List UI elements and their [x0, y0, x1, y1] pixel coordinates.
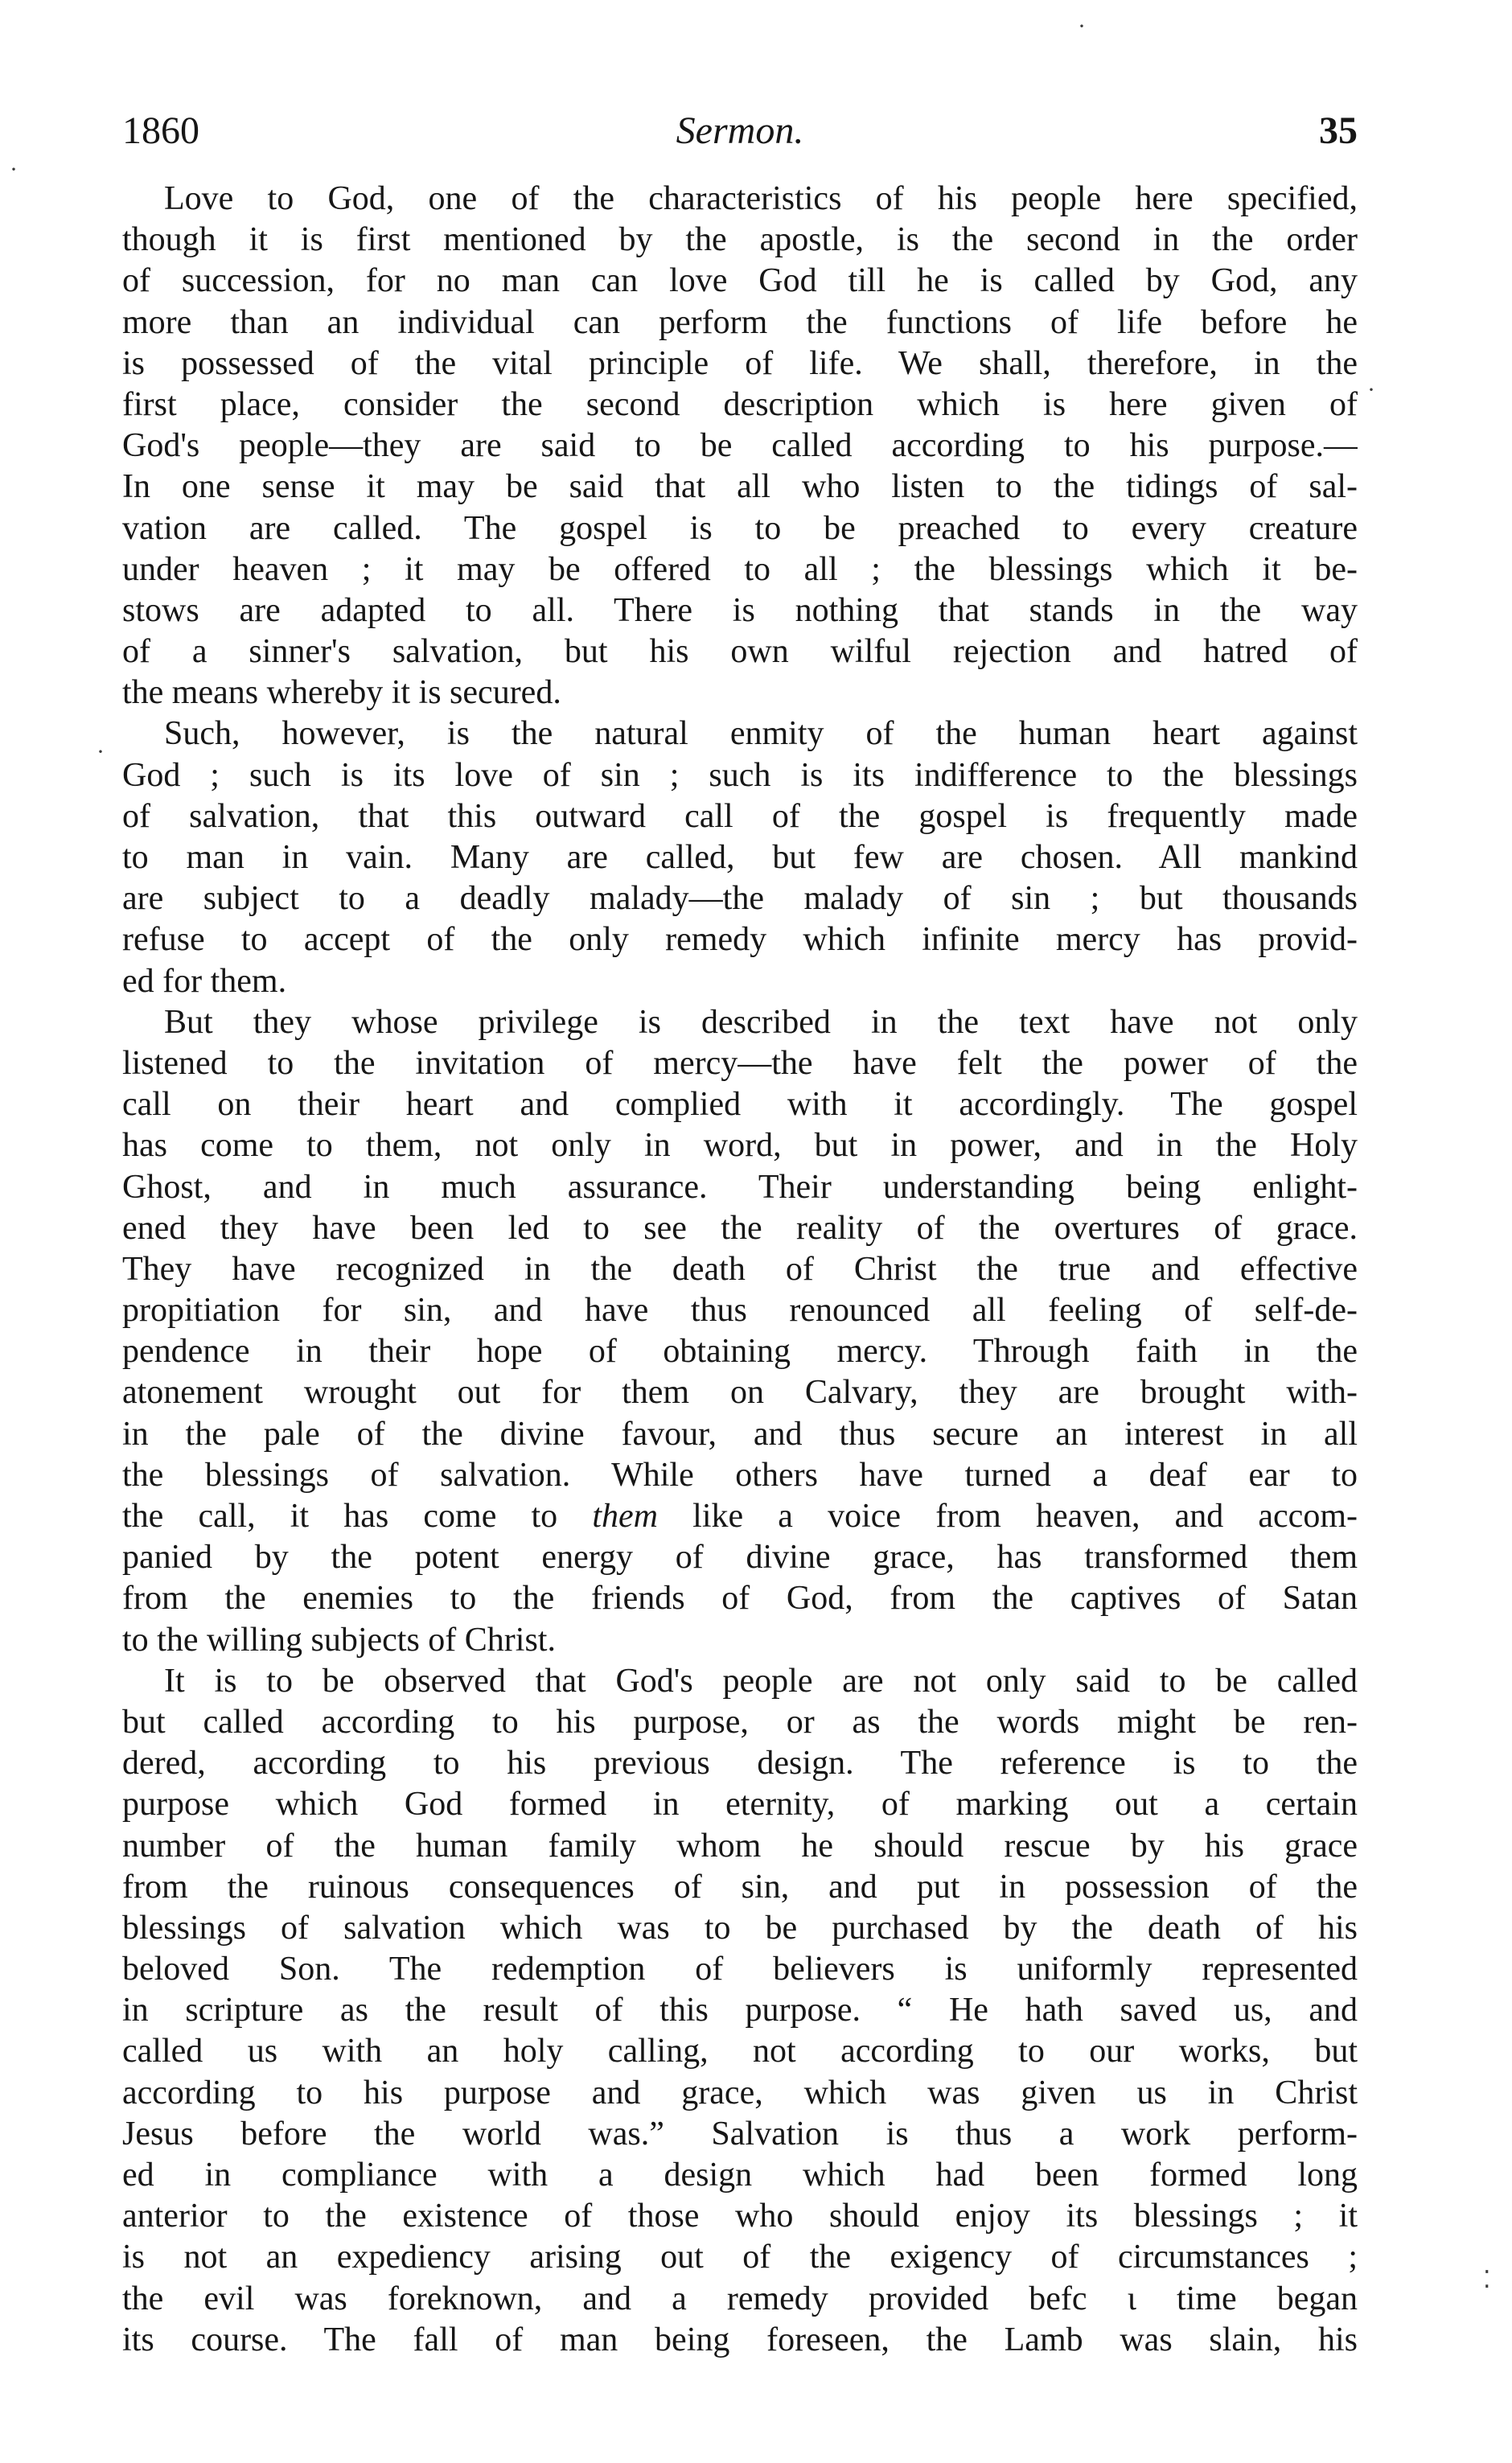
text-line: Such, however, is the natural enmity of the human heart against — [164, 715, 1358, 753]
text-line: of a sinner's salvation, but his own wilful rejection and hatred of — [122, 633, 1358, 671]
text-line: anterior to the existence of those who should enjoy its blessings ; it — [122, 2198, 1358, 2235]
text-line: vation are called. The gospel is to be preached to every creature — [122, 509, 1358, 547]
text-line: of salvation, that this outward call of the gospel is frequently made — [122, 797, 1358, 835]
text-line: beloved Son. The redemption of believers is uniformly represented — [122, 1951, 1358, 1988]
text-line: more than an individual can perform the functions of life before he — [122, 303, 1358, 341]
scan-speck: · — [1078, 13, 1086, 39]
text-line: ed in compliance with a design which had been formed long — [122, 2157, 1358, 2194]
text-line: Love to God, one of the characteristics of his people here specified, — [164, 180, 1358, 217]
text-line: from the enemies to the friends of God, from the captives of Satan — [122, 1580, 1358, 1618]
text-line: ed for them. — [122, 962, 287, 1000]
text-line: are subject to a deadly malady—the malady of sin ; but thousands — [122, 880, 1358, 918]
text-line: atonement wrought out for them on Calvary, they are brought with- — [122, 1374, 1358, 1412]
text-line: But they whose privilege is described in the text have not only — [164, 1003, 1358, 1041]
scan-speck: · — [10, 156, 18, 183]
text-line: has come to them, not only in word, but in power, and in the Holy — [122, 1127, 1358, 1165]
text-line: pendence in their hope of obtaining mercy. Through faith in the — [122, 1333, 1358, 1371]
paragraph — [122, 1002, 1358, 1661]
text-line: They have recognized in the death of Christ the true and effective — [122, 1250, 1358, 1288]
text-line: its course. The fall of man being foreseen, the Lamb was slain, his — [122, 2321, 1358, 2358]
text-line: the blessings of salvation. While others have turned a deaf ear to — [122, 1456, 1358, 1494]
text-line: refuse to accept of the only remedy which infinite mercy has provid- — [122, 921, 1358, 959]
text-line: in scripture as the result of this purpose. “ He hath saved us, and — [122, 1992, 1358, 2029]
text-line: God ; such is its love of sin ; such is its indifference to the blessings — [122, 756, 1358, 794]
paragraph — [122, 713, 1358, 1001]
header-title: Sermon. — [676, 109, 804, 152]
text-line: from the ruinous consequences of sin, and put in possession of the — [122, 1868, 1358, 1906]
scan-speck: · — [1367, 376, 1375, 403]
text-line: under heaven ; it may be offered to all ; the blessings which it be- — [122, 550, 1358, 588]
text-line: Ghost, and in much assurance. Their understanding being enlight- — [122, 1168, 1358, 1206]
emphasis: them — [592, 1498, 658, 1535]
text-line: In one sense it may be said that all who listen to the tidings of sal- — [122, 468, 1358, 506]
text-line: blessings of salvation which was to be purchased by the death of his — [122, 1909, 1358, 1947]
text-line: according to his purpose and grace, which was given us in Christ — [122, 2074, 1358, 2111]
text-line: number of the human family whom he should rescue by his grace — [122, 1827, 1358, 1865]
text-line: the call, it has come to them like a voice from heaven, and accom- — [122, 1498, 1358, 1535]
header-year: 1860 — [122, 109, 199, 152]
text-line: called us with an holy calling, not according to our works, but — [122, 2033, 1358, 2070]
text-line: It is to be observed that God's people are not only said to be called — [164, 1662, 1358, 1700]
text-line: of succession, for no man can love God till he is called by God, any — [122, 262, 1358, 300]
text-line: to man in vain. Many are called, but few are chosen. All mankind — [122, 839, 1358, 876]
scan-speck: · — [97, 738, 105, 765]
text-line: stows are adapted to all. There is nothing that stands in the way — [122, 591, 1358, 629]
text-line: call on their heart and complied with it accordingly. The gospel — [122, 1086, 1358, 1124]
text-line: dered, according to his previous design. The reference is to the — [122, 1745, 1358, 1782]
text-line: though it is first mentioned by the apostle, is the second in the order — [122, 221, 1358, 259]
paragraph — [122, 179, 1358, 713]
text-line: propitiation for sin, and have thus renounced all feeling of self-de- — [122, 1292, 1358, 1330]
page-number: 35 — [1319, 109, 1358, 152]
text-line: to the willing subjects of Christ. — [122, 1621, 556, 1659]
paragraph — [122, 1661, 1358, 2361]
text-line: in the pale of the divine favour, and thus secure an interest in all — [122, 1415, 1358, 1453]
scan-speck: ⁚ — [1483, 2267, 1491, 2293]
text-line: God's people—they are said to be called according to his purpose.— — [122, 427, 1358, 465]
text-line: Jesus before the world was.” Salvation is thus a work perform- — [122, 2115, 1358, 2153]
text-line: listened to the invitation of mercy—the have felt the power of the — [122, 1044, 1358, 1082]
text-line: first place, consider the second description which is here given of — [122, 385, 1358, 423]
text-line: the means whereby it is secured. — [122, 674, 561, 712]
text-line: is possessed of the vital principle of life. We shall, therefore, in the — [122, 344, 1358, 382]
running-head — [122, 103, 1358, 159]
text-line: is not an expediency arising out of the exigency of circumstances ; — [122, 2239, 1358, 2276]
text-line: purpose which God formed in eternity, of marking out a certain — [122, 1786, 1358, 1824]
body-text — [122, 179, 1358, 2361]
text-line: ened they have been led to see the reality of the overtures of grace. — [122, 1209, 1358, 1247]
text-line: the evil was foreknown, and a remedy provided befc ι time began — [122, 2280, 1358, 2317]
text-line: panied by the potent energy of divine grace, has transformed them — [122, 1539, 1358, 1577]
text-line: but called according to his purpose, or as the words might be ren- — [122, 1703, 1358, 1741]
